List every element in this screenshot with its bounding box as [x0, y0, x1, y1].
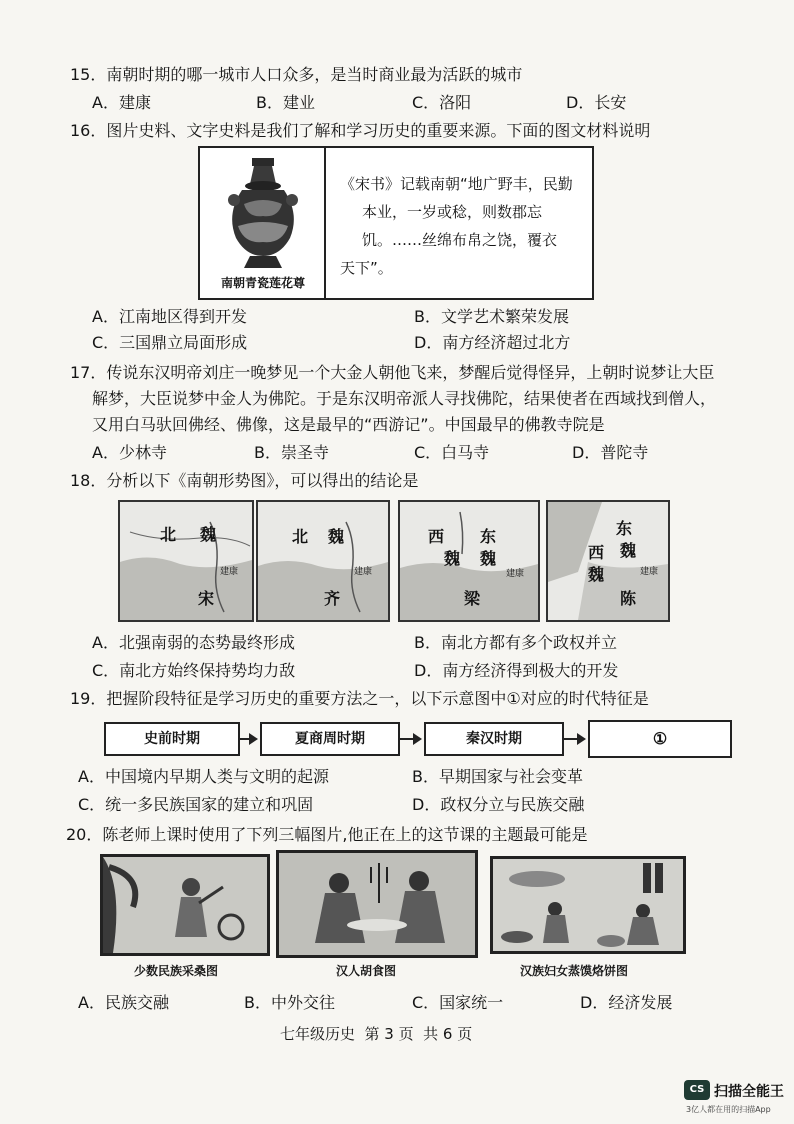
map-south-label: 齐: [324, 589, 341, 608]
map-north-char: 西: [428, 527, 445, 546]
q16-option-d: D．南方经济超过北方: [414, 333, 571, 352]
page-footer: 七年级历史 第 3 页 共 6 页: [280, 1025, 473, 1043]
q15-option-d: D．长安: [566, 93, 627, 112]
map-song: [118, 500, 254, 622]
map-terrain: [120, 502, 252, 620]
map-south-label: 陈: [620, 589, 637, 608]
flow-box-blank-1: ①: [588, 720, 732, 758]
q20-option-d: D．经济发展: [580, 993, 673, 1012]
q18-option-c: C．南北方始终保持势均力敌: [92, 661, 296, 680]
q16-option-c: C．三国鼎立局面形成: [92, 333, 248, 352]
q19-stem: 19．把握阶段特征是学习历史的重要方法之一，以下示意图中①对应的时代特征是: [70, 689, 649, 708]
q20-option-c: C．国家统一: [412, 993, 504, 1012]
picture-mulberry-picking: [100, 854, 270, 956]
flow-arrow-icon: [562, 738, 584, 740]
lotus-vase-image: [222, 156, 304, 272]
map-north-char: 北: [292, 527, 309, 546]
q16-text-line: 饥。……丝绵布帛之饶，覆衣: [362, 231, 558, 249]
map-north-char: 魏: [328, 527, 345, 546]
q16-text-line: 天下”。: [340, 259, 393, 277]
q18-option-a: A．北强南弱的态势最终形成: [92, 633, 295, 652]
map-chen: [546, 500, 670, 622]
q17-option-d: D．普陀寺: [572, 443, 649, 462]
q18-option-b: B．南北方都有多个政权并立: [414, 633, 617, 652]
map-north-char: 魏: [200, 525, 217, 544]
map-north-char: 魏: [588, 565, 605, 584]
q19-option-c: C．统一多民族国家的建立和巩固: [78, 795, 314, 814]
flow-box-xia-shang-zhou: 夏商周时期: [260, 722, 400, 756]
q15-option-b: B．建业: [256, 93, 315, 112]
q17-stem-line: 解梦，大臣说梦中金人为佛陀。于是东汉明帝派人寻找佛陀，结果使者在西域找到僧人，: [92, 389, 717, 408]
q17-stem-line: 又用白马驮回佛经、佛像，这是最早的“西游记”。中国最早的佛教寺院是: [92, 415, 605, 434]
q16-text-material: [340, 170, 573, 282]
scanner-logo-icon: CS: [684, 1080, 710, 1100]
q16-text-line: 《宋书》记载南朝“地广野丰，民勤: [340, 175, 573, 193]
map-south-label: 梁: [464, 589, 481, 608]
q20-option-b: B．中外交往: [244, 993, 335, 1012]
q16-text-line: 本业，一岁或稔，则数郡忘: [362, 203, 543, 221]
map-terrain: [548, 502, 668, 620]
q18-option-d: D．南方经济得到极大的开发: [414, 661, 619, 680]
picture-steaming-buns: [490, 856, 686, 954]
scanner-app-tagline: 3亿人都在用的扫描App: [686, 1105, 771, 1114]
steaming-buns-image: [493, 859, 683, 951]
map-liang: [398, 500, 540, 622]
map-qi: [256, 500, 390, 622]
flow-box-qin-han: 秦汉时期: [424, 722, 564, 756]
map-capital-tag: 建康: [640, 567, 659, 577]
map-south-label: 宋: [198, 589, 215, 608]
q15-option-a: A．建康: [92, 93, 151, 112]
map-capital-tag: 建康: [506, 569, 525, 579]
q17-stem-line: 17．传说东汉明帝刘庄一晚梦见一个大金人朝他飞来，梦醒后觉得怪异，上朝时说梦让大臣: [70, 363, 715, 382]
map-north-char: 西: [588, 543, 605, 562]
flow-arrow-icon: [398, 738, 420, 740]
q19-option-d: D．政权分立与民族交融: [412, 795, 585, 814]
map-north-char: 东: [616, 519, 633, 538]
q16-option-a: A．江南地区得到开发: [92, 307, 247, 326]
mulberry-picking-image: [103, 857, 267, 953]
q17-option-a: A．少林寺: [92, 443, 167, 462]
flow-arrow-icon: [238, 738, 256, 740]
q15-option-c: C．洛阳: [412, 93, 472, 112]
q16-option-b: B．文学艺术繁荣发展: [414, 307, 569, 326]
caption-mulberry-picking: 少数民族采桑图: [134, 964, 219, 978]
caption-han-hu-food: 汉人胡食图: [336, 964, 397, 978]
map-terrain: [258, 502, 388, 620]
q20-stem: 20．陈老师上课时使用了下列三幅图片,他正在上的这节课的主题最可能是: [66, 825, 588, 844]
q18-stem: 18．分析以下《南朝形势图》，可以得出的结论是: [70, 471, 419, 490]
map-north-char: 东: [480, 527, 497, 546]
map-capital-tag: 建康: [220, 567, 239, 577]
q16-material-box: [198, 146, 594, 300]
q20-option-a: A．民族交融: [78, 993, 169, 1012]
q16-stem: 16．图片史料、文字史料是我们了解和学习历史的重要来源。下面的图文材料说明: [70, 121, 651, 140]
flow-box-prehistoric: 史前时期: [104, 722, 240, 756]
map-north-char: 魏: [620, 541, 637, 560]
q16-image-caption: 南朝青瓷莲花尊: [220, 276, 305, 290]
q17-option-c: C．白马寺: [414, 443, 490, 462]
picture-han-hu-food: [276, 850, 478, 958]
scanner-app-name: 扫描全能王: [714, 1084, 784, 1100]
map-north-char: 魏: [480, 549, 497, 568]
q16-divider: [324, 148, 326, 298]
map-north-char: 北: [160, 525, 177, 544]
map-north-char: 魏: [444, 549, 461, 568]
q19-option-a: A．中国境内早期人类与文明的起源: [78, 767, 329, 786]
q17-option-b: B．崇圣寺: [254, 443, 329, 462]
q15-stem: 15．南朝时期的哪一城市人口众多，是当时商业最为活跃的城市: [70, 65, 523, 84]
han-hu-food-image: [279, 853, 475, 955]
q19-option-b: B．早期国家与社会变革: [412, 767, 583, 786]
caption-steaming-buns: 汉族妇女蒸馍烙饼图: [520, 964, 629, 978]
map-capital-tag: 建康: [354, 567, 373, 577]
